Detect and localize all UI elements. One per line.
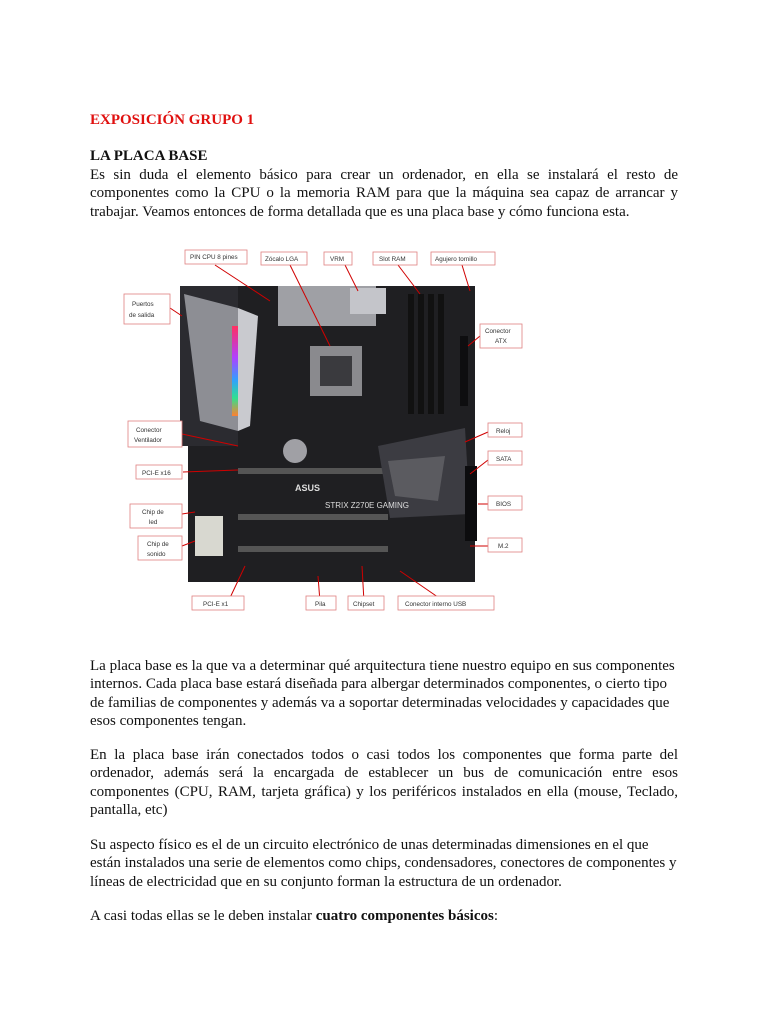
document-heading: EXPOSICIÓN GRUPO 1 (90, 112, 255, 128)
board-model-text: STRIX Z270E GAMING (325, 501, 410, 510)
svg-text:BIOS: BIOS (496, 501, 512, 508)
label-zocalo (261, 252, 307, 265)
svg-text:Conector interno USB: Conector interno USB (405, 601, 467, 608)
label-pila (306, 596, 336, 610)
svg-text:Reloj: Reloj (496, 428, 511, 435)
label-reloj (488, 423, 522, 437)
basic-components-paragraph (90, 907, 678, 925)
label-chipset (348, 596, 384, 610)
svg-text:Chipset: Chipset (353, 601, 375, 608)
components-paragraph: En la placa base irán conectados todos o casi todos los componentes que forma parte del ordenador, además será la encargada de establecer un bus de comunicación entre esos componentes (CPU, RAM, tarjeta gráfica) y los periféricos instalados en ella (mouse, Teclado, pantalla, etc) (90, 747, 678, 818)
label-slot-ram (373, 252, 417, 265)
svg-text:ATX: ATX (495, 338, 507, 345)
basic-components-lead: A casi todas ellas se le deben instalar (90, 908, 316, 924)
svg-text:Agujero tornillo: Agujero tornillo (435, 256, 478, 263)
svg-text:M.2: M.2 (498, 543, 509, 550)
intro-paragraph: Es sin duda el elemento básico para crear un ordenador, en ella se instalará el resto de componentes como la CPU o la memoria RAM para que la máquina sea capaz de arrancar y trabajar. Veamos entonces de forma detallada que es una placa base y cómo funciona esta. (90, 167, 678, 220)
svg-text:Slot RAM: Slot RAM (379, 256, 406, 263)
svg-text:Chip de: Chip de (147, 541, 169, 548)
basic-components-emphasis: cuatro componentes básicos (315, 908, 494, 924)
svg-text:PIN CPU 8 pines: PIN CPU 8 pines (190, 254, 238, 261)
label-chip-sonido (138, 536, 182, 560)
svg-text:SATA: SATA (496, 456, 512, 463)
basic-components-colon: : (493, 908, 498, 924)
label-vrm (324, 252, 352, 265)
label-bios (488, 496, 522, 510)
motherboard-image (180, 286, 477, 582)
label-agujero (431, 252, 495, 265)
label-pin-cpu (185, 250, 247, 264)
svg-text:Pila: Pila (315, 601, 326, 608)
label-m2 (488, 538, 522, 552)
architecture-paragraph: La placa base es la que va a determinar qué arquitectura tiene nuestro equipo en sus componentes internos. Cada placa base estará diseñada para albergar determinados componentes, o cierto tipo de familias de componentes y además va a soportar determinadas velocidades y capacidades que esos componentes tengan. (90, 658, 675, 729)
svg-text:sonido: sonido (147, 551, 166, 558)
label-pcie16 (136, 465, 182, 479)
svg-text:Ventilador: Ventilador (134, 437, 163, 444)
label-puertos (124, 294, 170, 324)
label-chip-led (130, 504, 182, 528)
svg-text:Puertos: Puertos (132, 301, 154, 308)
label-pcie1 (192, 596, 244, 610)
svg-text:VRM: VRM (330, 256, 344, 263)
svg-text:Chip de: Chip de (142, 509, 164, 516)
svg-text:Zócalo LGA: Zócalo LGA (265, 256, 299, 263)
label-conector-usb (398, 596, 494, 610)
svg-text:PCI-E x1: PCI-E x1 (203, 601, 229, 608)
motherboard-diagram (120, 246, 530, 616)
board-brand-text: ASUS (295, 483, 321, 493)
section-title: LA PLACA BASE (90, 148, 208, 164)
svg-text:de salida: de salida (129, 312, 155, 319)
label-ventilador (128, 421, 182, 447)
svg-text:Conector: Conector (485, 328, 511, 335)
physical-aspect-paragraph: Su aspecto físico es el de un circuito electrónico de unas determinadas dimensiones en el que están instalados una serie de elementos como chips, condensadores, conectores de componentes y líneas de electricidad que en su conjunto forman la estructura de un ordenador. (90, 837, 677, 890)
label-atx (480, 324, 522, 348)
svg-text:led: led (149, 519, 158, 526)
svg-text:Conector: Conector (136, 427, 162, 434)
label-sata (488, 451, 522, 465)
svg-text:PCI-E x16: PCI-E x16 (142, 470, 171, 477)
